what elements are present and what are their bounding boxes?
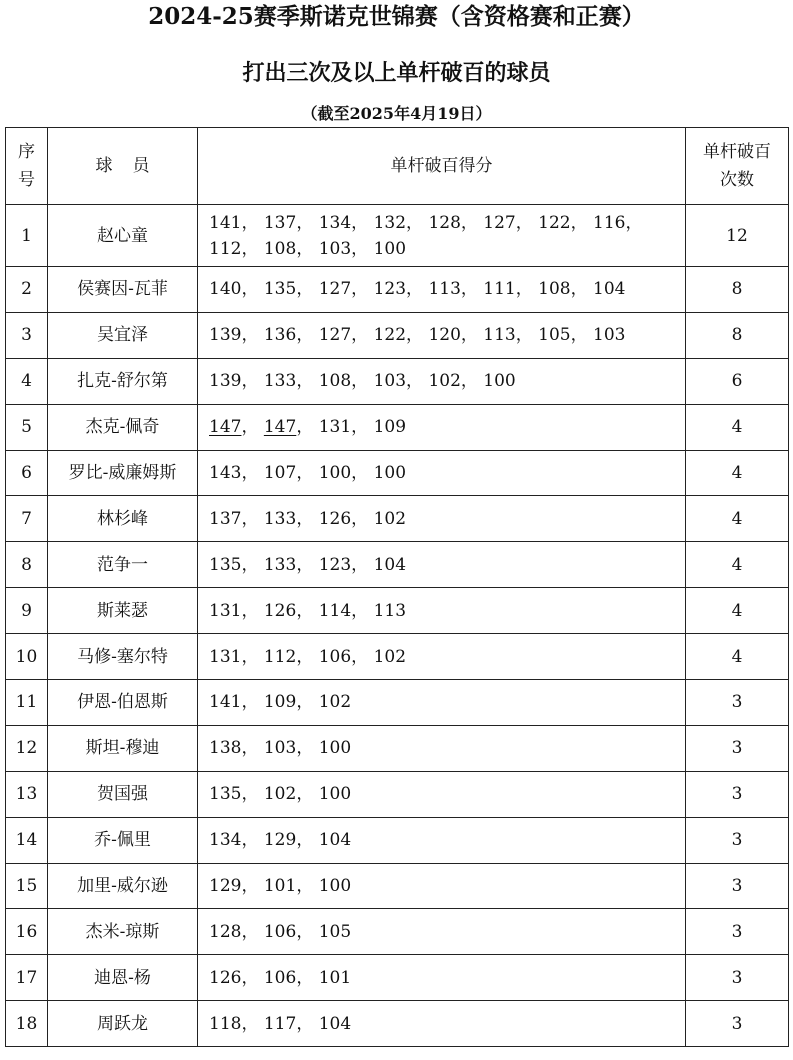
player-name: 赵心童	[48, 205, 198, 267]
century-score: 123	[318, 554, 352, 575]
century-score: 137	[263, 212, 297, 233]
century-score: 104	[318, 1013, 352, 1034]
century-score: 129	[263, 830, 297, 851]
century-scores: 135， 102， 100	[198, 771, 686, 817]
century-scores: 128， 106， 105	[198, 909, 686, 955]
century-scores: 135， 133， 123， 104	[198, 542, 686, 588]
century-score: 143	[209, 463, 242, 483]
player-name: 吴宜泽	[48, 312, 198, 358]
century-count: 3	[686, 909, 789, 955]
century-score: 100	[318, 784, 352, 805]
century-score: 103	[263, 738, 297, 759]
row-index: 11	[6, 680, 48, 726]
century-score: 102	[373, 646, 407, 667]
century-scores: 141， 109， 102	[198, 680, 686, 726]
century-score: 104	[593, 279, 626, 300]
century-score: 129	[209, 876, 242, 897]
century-count: 4	[686, 634, 789, 680]
century-score: 100	[318, 463, 352, 483]
column-header-index	[6, 128, 48, 205]
century-score: 141	[209, 212, 242, 233]
century-count: 8	[686, 312, 789, 358]
page-subtitle: 打出三次及以上单杆破百的球员	[242, 60, 551, 86]
century-score: 113	[428, 279, 461, 300]
table-row	[6, 404, 789, 450]
century-score: 127	[318, 325, 352, 346]
century-score: 122	[373, 325, 407, 346]
column-header-index-label: 序 号	[18, 142, 35, 190]
century-score: 120	[428, 325, 461, 346]
date-note: （截至2025年4月19日）	[301, 104, 492, 123]
century-scores: 126， 106， 101	[198, 955, 686, 1001]
row-index: 14	[6, 817, 48, 863]
century-score: 147	[263, 417, 297, 438]
player-name: 斯坦-穆迪	[48, 725, 198, 771]
century-score: 100	[318, 876, 352, 897]
table-row	[6, 863, 789, 909]
century-scores: 141， 137， 134， 132， 128， 127， 122， 116， 112， 108， 103， 100	[198, 205, 686, 267]
century-score: 101	[263, 876, 297, 897]
player-name: 迪恩-杨	[48, 955, 198, 1001]
century-score: 113	[483, 325, 516, 346]
century-score: 100	[373, 463, 407, 483]
century-count: 3	[686, 771, 789, 817]
century-score: 136	[263, 325, 297, 346]
century-scores: 134， 129， 104	[198, 817, 686, 863]
player-name: 马修-塞尔特	[48, 634, 198, 680]
row-index: 8	[6, 542, 48, 588]
row-index: 3	[6, 312, 48, 358]
player-name: 贺国强	[48, 771, 198, 817]
table-row	[6, 634, 789, 680]
century-score: 134	[318, 212, 352, 233]
century-score: 131	[209, 646, 242, 667]
century-score: 117	[263, 1013, 297, 1034]
table-row	[6, 1001, 789, 1047]
century-scores: 131， 112， 106， 102	[198, 634, 686, 680]
century-score: 127	[483, 212, 516, 233]
row-index: 7	[6, 496, 48, 542]
table-row	[6, 817, 789, 863]
century-scores: 129， 101， 100	[198, 863, 686, 909]
century-score: 116	[593, 212, 626, 233]
century-count: 4	[686, 588, 789, 634]
century-score: 100	[373, 238, 407, 259]
player-name: 杰克-佩奇	[48, 404, 198, 450]
century-score: 102	[318, 692, 352, 713]
century-count: 8	[686, 267, 789, 313]
century-score: 128	[428, 212, 461, 233]
century-score: 140	[209, 279, 242, 300]
century-score: 102	[373, 508, 407, 529]
century-count: 4	[686, 450, 789, 496]
century-score: 135	[209, 554, 242, 575]
century-score: 139	[209, 371, 242, 392]
century-score: 128	[209, 921, 242, 942]
century-scores: 139， 136， 127， 122， 120， 113， 105， 103	[198, 312, 686, 358]
table-row	[6, 542, 789, 588]
century-score: 109	[263, 692, 297, 713]
century-score: 103	[593, 325, 626, 346]
row-index: 1	[6, 205, 48, 267]
player-name: 罗比-威廉姆斯	[48, 450, 198, 496]
century-score: 133	[263, 508, 297, 529]
player-name: 侯赛因-瓦菲	[48, 267, 198, 313]
row-index: 12	[6, 725, 48, 771]
table-row	[6, 955, 789, 1001]
column-header-count-label: 单杆破百 次数	[703, 142, 771, 190]
century-score: 126	[263, 600, 297, 621]
row-index: 6	[6, 450, 48, 496]
row-index: 2	[6, 267, 48, 313]
century-score: 104	[318, 830, 352, 851]
century-score: 134	[209, 830, 242, 851]
player-name: 斯莱瑟	[48, 588, 198, 634]
century-score: 100	[483, 371, 516, 392]
century-count: 4	[686, 404, 789, 450]
player-name: 杰米-琼斯	[48, 909, 198, 955]
century-count: 12	[686, 205, 789, 267]
century-count: 3	[686, 817, 789, 863]
century-score: 135	[209, 784, 242, 805]
century-score: 102	[263, 784, 297, 805]
century-score: 105	[538, 325, 571, 346]
column-header-count	[686, 128, 789, 205]
table-row	[6, 771, 789, 817]
century-count: 3	[686, 863, 789, 909]
row-index: 9	[6, 588, 48, 634]
century-score: 100	[318, 738, 352, 759]
century-scores: 140， 135， 127， 123， 113， 111， 108， 104	[198, 267, 686, 313]
table-header-row	[6, 128, 789, 205]
century-score: 108	[538, 279, 571, 300]
century-score: 106	[318, 646, 352, 667]
column-header-player	[48, 128, 198, 205]
century-count: 3	[686, 955, 789, 1001]
century-score: 135	[263, 279, 297, 300]
century-score: 114	[318, 600, 352, 621]
century-score: 105	[318, 921, 352, 942]
row-index: 16	[6, 909, 48, 955]
table-row	[6, 312, 789, 358]
column-header-player-label: 球员	[95, 156, 170, 176]
century-scores: 118， 117， 104	[198, 1001, 686, 1047]
century-score: 147	[209, 417, 242, 438]
page-title: 2024-25赛季斯诺克世锦赛（含资格赛和正赛）	[148, 3, 645, 30]
century-score: 132	[373, 212, 407, 233]
century-score: 107	[263, 463, 297, 483]
century-score: 112	[263, 646, 297, 667]
row-index: 5	[6, 404, 48, 450]
century-score: 127	[318, 279, 352, 300]
century-count: 4	[686, 496, 789, 542]
century-score: 139	[209, 325, 242, 346]
century-count: 4	[686, 542, 789, 588]
century-scores: 143， 107， 100， 100	[198, 450, 686, 496]
row-index: 15	[6, 863, 48, 909]
table-row	[6, 267, 789, 313]
century-score: 103	[318, 238, 352, 259]
row-index: 18	[6, 1001, 48, 1047]
table-row	[6, 450, 789, 496]
row-index: 10	[6, 634, 48, 680]
player-name: 范争一	[48, 542, 198, 588]
century-score: 109	[373, 417, 407, 438]
century-count: 3	[686, 680, 789, 726]
table-row	[6, 725, 789, 771]
century-scores: 137， 133， 126， 102	[198, 496, 686, 542]
century-score: 106	[263, 921, 297, 942]
century-score: 137	[209, 508, 242, 529]
century-scores: 138， 103， 100	[198, 725, 686, 771]
century-count: 3	[686, 1001, 789, 1047]
century-breaks-table	[5, 127, 789, 1047]
century-score: 104	[373, 554, 407, 575]
century-score: 103	[373, 371, 407, 392]
century-score: 126	[209, 967, 242, 988]
century-count: 6	[686, 358, 789, 404]
century-scores: 131， 126， 114， 113	[198, 588, 686, 634]
century-score: 112	[209, 238, 242, 259]
century-score: 133	[263, 554, 297, 575]
century-score: 106	[263, 967, 297, 988]
century-score: 102	[428, 371, 461, 392]
table-row	[6, 588, 789, 634]
column-header-scores: 单杆破百得分	[198, 128, 686, 205]
century-score: 122	[538, 212, 571, 233]
century-score: 123	[373, 279, 407, 300]
century-score: 131	[318, 417, 352, 438]
player-name: 扎克-舒尔第	[48, 358, 198, 404]
table-row	[6, 205, 789, 267]
century-count: 3	[686, 725, 789, 771]
table-body	[6, 205, 789, 1047]
row-index: 17	[6, 955, 48, 1001]
player-name: 周跃龙	[48, 1001, 198, 1047]
row-index: 4	[6, 358, 48, 404]
century-score: 141	[209, 692, 242, 713]
century-score: 101	[318, 967, 352, 988]
century-score: 113	[373, 600, 407, 621]
century-scores: 139， 133， 108， 103， 102， 100	[198, 358, 686, 404]
century-score: 118	[209, 1013, 242, 1034]
century-score: 111	[483, 279, 516, 300]
player-name: 加里-威尔逊	[48, 863, 198, 909]
century-score: 108	[263, 238, 297, 259]
century-score: 131	[209, 600, 242, 621]
table-row	[6, 680, 789, 726]
player-name: 伊恩-伯恩斯	[48, 680, 198, 726]
century-score: 133	[263, 371, 297, 392]
table-row	[6, 358, 789, 404]
player-name: 乔-佩里	[48, 817, 198, 863]
player-name: 林杉峰	[48, 496, 198, 542]
century-score: 108	[318, 371, 352, 392]
century-score: 138	[209, 738, 242, 759]
table-row	[6, 496, 789, 542]
century-score: 126	[318, 508, 352, 529]
table-row	[6, 909, 789, 955]
century-scores: 147， 147， 131， 109	[198, 404, 686, 450]
row-index: 13	[6, 771, 48, 817]
